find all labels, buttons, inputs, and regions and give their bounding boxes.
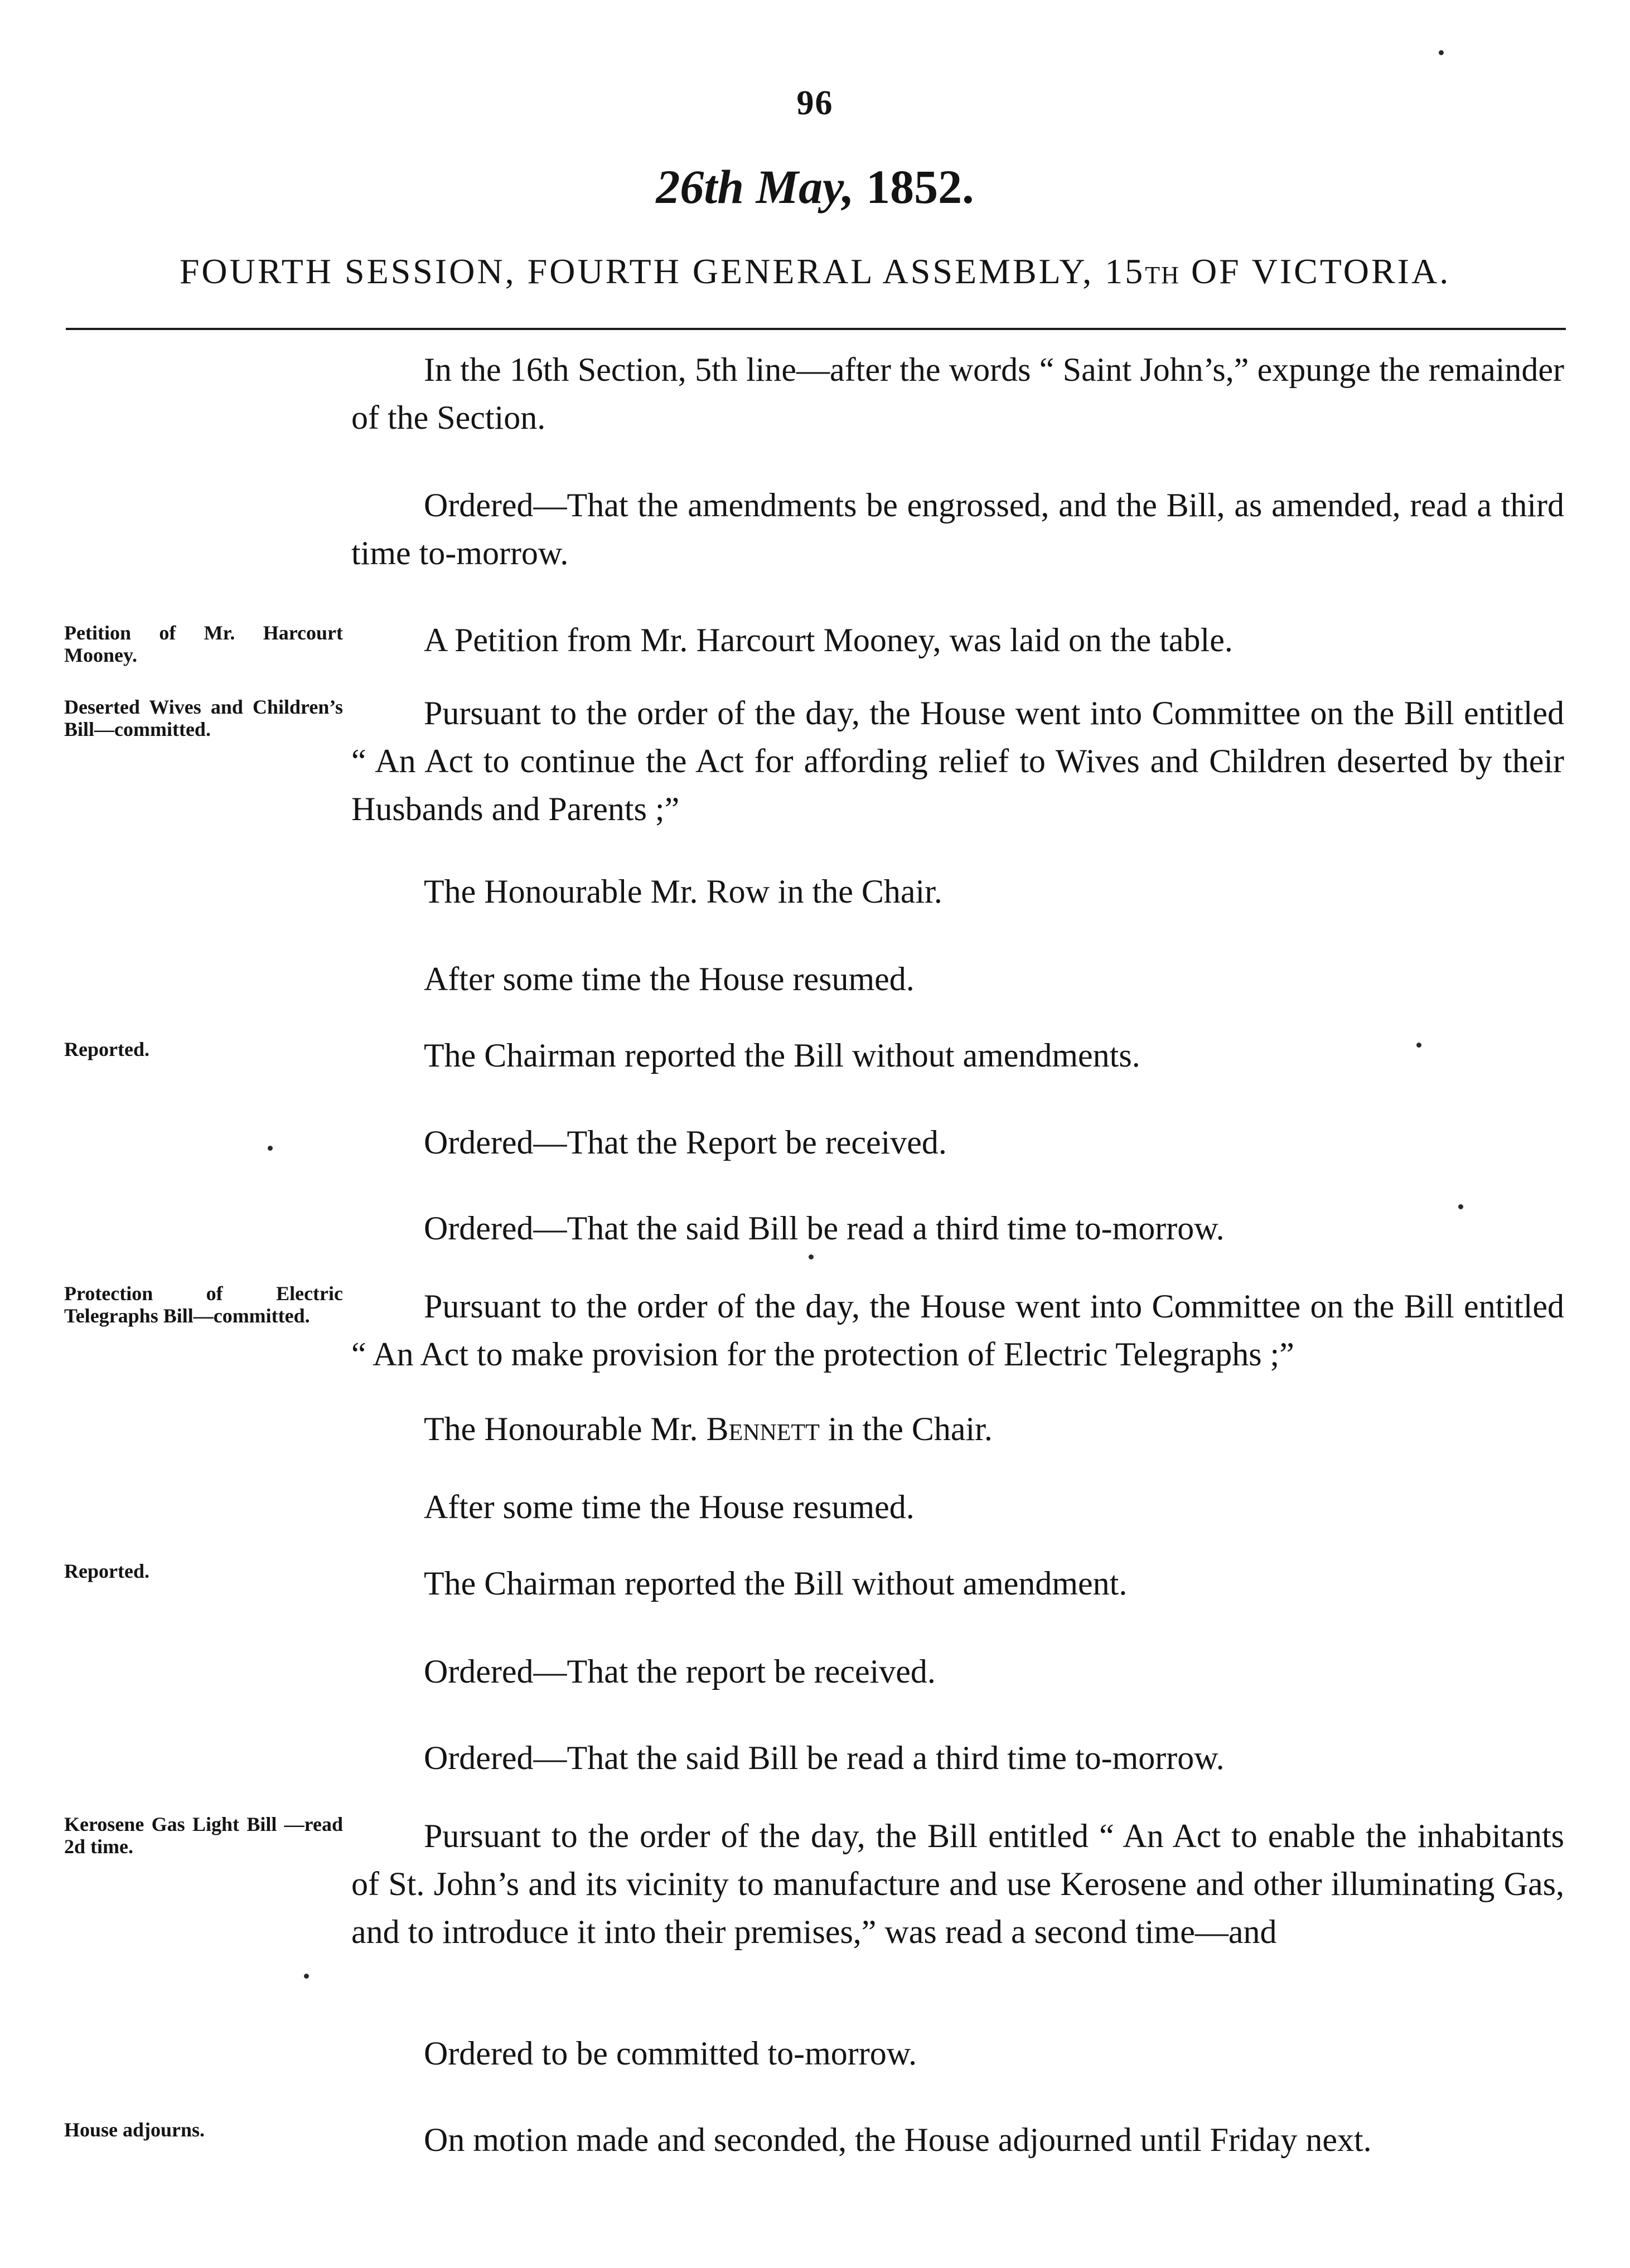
paragraph-chair-bennett [351,1405,1564,1453]
paragraph-kerosene-bill: Pursuant to the order of the day, the Bill entitled “ An Act to enable the inhabitants of St. John’s and its vicinity to manufacture and use Kerosene and other illuminating Gas, and to introduce it into their premises,” was read a second time—and [351,1818,1564,1950]
paragraph-chairman-reported-2: The Chairman reported the Bill without amendment. [424,1565,1128,1602]
paragraph-committed-tomorrow: Ordered to be committed to-morrow. [424,2035,917,2072]
paragraph-house-resumed-1: After some time the House resumed. [424,961,915,997]
paragraph-report-received-1: Ordered—That the Report be received. [424,1124,947,1161]
session-th: TH [1145,261,1180,289]
margin-note-deserted-wives: Deserted Wives and Children’s Bill—committed. [64,696,343,740]
session-part2: OF VICTORIA. [1191,251,1451,291]
date-month: May, [756,160,854,214]
paragraph-report-received-2: Ordered—That the report be received. [424,1653,936,1690]
scan-speck [1439,50,1444,55]
paragraph-third-reading-1: Ordered—That the said Bill be read a third time to-morrow. [424,1210,1225,1247]
paragraph-electric-telegraphs: Pursuant to the order of the day, the House went into Committee on the Bill entitled “ An Act to make provision for the protection of Electric Telegraphs ;” [351,1288,1564,1373]
page-number: 96 [796,84,834,122]
session-number: 15 [1105,251,1145,291]
paragraph-house-resumed-2: After some time the House resumed. [424,1489,915,1525]
date-day: 26th [656,160,744,214]
paragraph-petition: A Petition from Mr. Harcourt Mooney, was laid on the table. [424,622,1233,658]
date-year: 1852. [866,160,974,214]
paragraph-deserted-wives: Pursuant to the order of the day, the House went into Committee on the Bill entitled “ An Act to continue the Act for affording relief to Wives and Children deserted by their Husbands and Parents ;” [351,695,1564,827]
scan-speck [304,1974,309,1979]
margin-note-house-adjourns: House adjourns. [64,2119,205,2141]
margin-note-petition: Petition of Mr. Harcourt Mooney. [64,622,343,666]
member-name-bennett: Bennett [706,1411,820,1447]
scan-speck [1416,1043,1421,1048]
chair-text-after: in the Chair. [819,1411,993,1447]
paragraph-third-reading-2: Ordered—That the said Bill be read a third time to-morrow. [424,1739,1225,1776]
scan-speck [1458,1204,1463,1209]
chair-text-before: The Honourable Mr. [424,1411,707,1447]
margin-note-reported-1: Reported. [64,1038,149,1060]
paragraph-chairman-reported-1: The Chairman reported the Bill without amendments. [424,1037,1140,1074]
paragraph-16th-section: In the 16th Section, 5th line—after the words “ Saint John’s,” expunge the remainder of the Section. [351,351,1564,436]
scan-speck [809,1254,814,1259]
paragraph-amendments-ordered: Ordered—That the amendments be engrossed, and the Bill, as amended, read a third time to-morrow. [351,487,1564,571]
margin-note-kerosene: Kerosene Gas Light Bill —read 2d time. [64,1813,343,1858]
scan-speck [268,1146,273,1151]
session-part1: FOURTH SESSION, FOURTH GENERAL ASSEMBLY, [179,251,1094,291]
margin-note-reported-2: Reported. [64,1560,149,1582]
margin-note-electric-telegraphs: Protection of Electric Telegraphs Bill—committed. [64,1282,343,1327]
paragraph-house-adjourned: On motion made and seconded, the House adjourned until Friday next. [424,2121,1372,2158]
paragraph-chair-row: The Honourable Mr. Row in the Chair. [424,873,942,910]
